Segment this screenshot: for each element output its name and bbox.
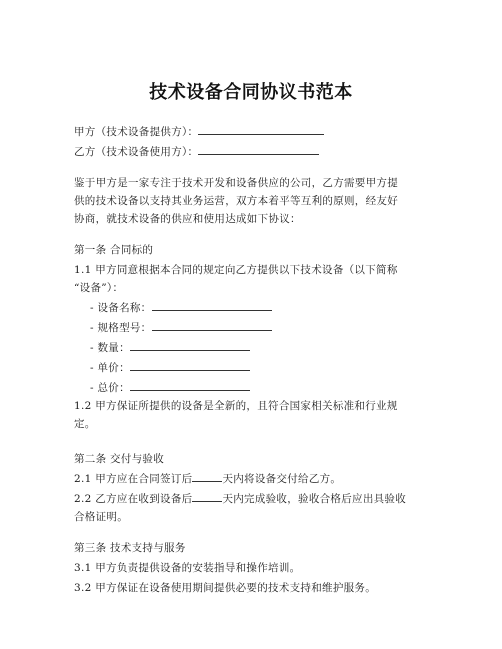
clause-2-2-cont: 合格证明。 — [74, 511, 128, 523]
clause-1-1-cont: “设备”）： — [74, 282, 124, 294]
party-a-line — [74, 124, 324, 140]
party-b-label: 乙方（技术设备使用方）： — [74, 146, 199, 158]
party-a-label: 甲方（技术设备提供方）： — [74, 126, 199, 138]
clause-2-1 — [74, 471, 341, 487]
item-unit-price — [90, 360, 250, 376]
party-a-blank — [198, 124, 324, 135]
item-label: - 单价： — [90, 362, 130, 374]
intro-line: 鉴于甲方是一家专注于技术开发和设备供应的公司，乙方需要甲方提 — [74, 177, 398, 189]
item-total-price — [90, 380, 250, 396]
clause-1-2: 1.2 甲方保证所提供的设备是全新的，且符合国家相关标准和行业规 — [74, 400, 398, 412]
item-model — [90, 320, 272, 336]
clause-1-2-cont: 定。 — [74, 418, 96, 430]
item-blank — [152, 300, 272, 311]
item-device-name — [90, 300, 272, 316]
item-quantity — [90, 340, 250, 356]
item-label: - 数量： — [90, 342, 130, 354]
item-blank — [152, 320, 272, 331]
days-blank — [192, 471, 222, 482]
item-label: - 总价： — [90, 382, 130, 394]
intro-line: 供的技术设备以支持其业务运营，双方本着平等互利的原则，经友好 — [74, 195, 398, 207]
item-blank — [130, 380, 250, 391]
article2-heading: 第二条 交付与验收 — [74, 453, 165, 465]
intro-line: 协商，就技术设备的供应和使用达成如下协议： — [74, 213, 301, 225]
clause-text: 天内完成验收，验收合格后应出具验收 — [222, 493, 407, 505]
days-blank — [192, 491, 222, 502]
clause-2-2 — [74, 491, 406, 507]
article1-heading: 第一条 合同标的 — [74, 244, 154, 256]
document-title: 技术设备合同协议书范本 — [149, 82, 353, 103]
item-blank — [130, 360, 250, 371]
clause-text: 2.2 乙方应在收到设备后 — [74, 493, 193, 505]
item-blank — [130, 340, 250, 351]
party-b-blank — [198, 144, 319, 155]
article3-heading: 第三条 技术支持与服务 — [74, 542, 186, 554]
clause-3-2: 3.2 甲方保证在设备使用期间提供必要的技术支持和维护服务。 — [74, 582, 377, 594]
item-label: - 规格型号： — [90, 322, 152, 334]
clause-1-1: 1.1 甲方同意根据本合同的规定向乙方提供以下技术设备（以下简称 — [74, 264, 398, 276]
clause-text: 天内将设备交付给乙方。 — [222, 473, 342, 485]
item-label: - 设备名称： — [90, 302, 152, 314]
clause-text: 2.1 甲方应在合同签订后 — [74, 473, 193, 485]
party-b-line — [74, 144, 319, 160]
clause-3-1: 3.1 甲方负责提供设备的安装指导和操作培训。 — [74, 562, 301, 574]
